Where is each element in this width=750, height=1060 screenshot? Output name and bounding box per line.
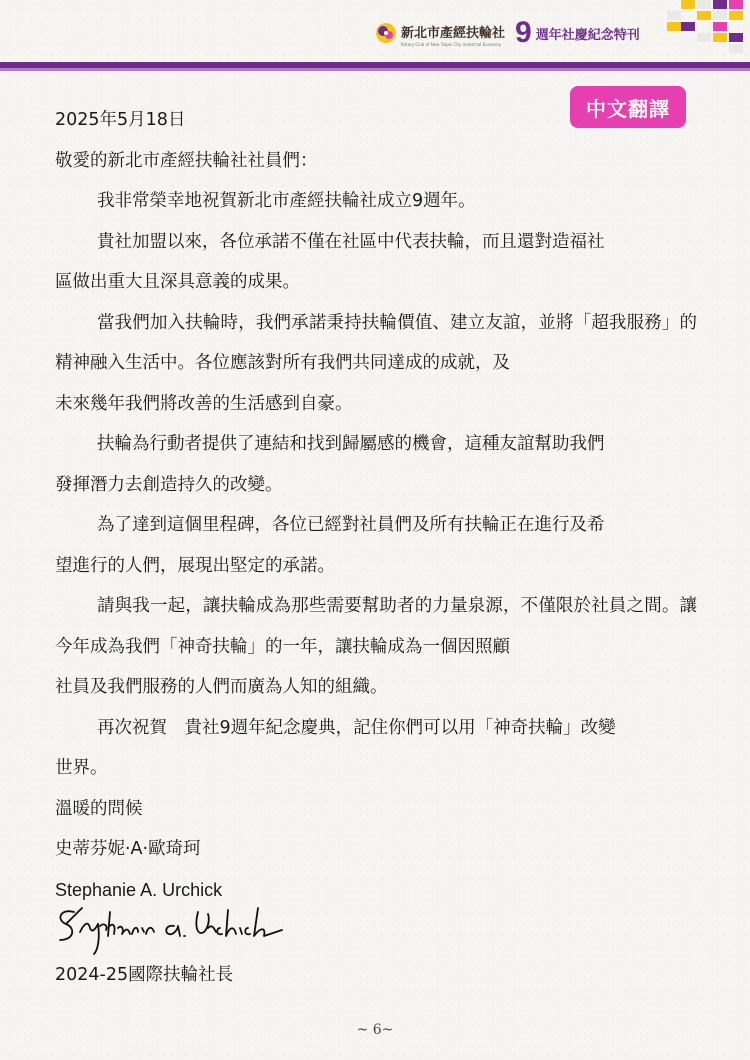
header-logo xyxy=(375,16,640,49)
signer-name-zh: 史蒂芬妮·A·歐琦珂 xyxy=(55,839,201,859)
club-emblem-icon xyxy=(375,22,397,44)
signer-title: 2024-25國際扶輪社長 xyxy=(55,965,234,985)
page-header xyxy=(0,0,750,72)
decorative-mosaic xyxy=(667,0,750,60)
anniversary-number: 9 xyxy=(515,16,532,49)
letter-body xyxy=(55,100,697,910)
header-rule-accent xyxy=(0,68,750,71)
org-name: 新北市產經扶輪社 xyxy=(401,25,506,41)
letter-salutation: 敬愛的新北市產經扶輪社社員們： xyxy=(55,150,318,171)
letter-paragraph: 貴社加盟以來，各位承諾不僅在社區中代表扶輪，而且還對造福社 區做出重大且深具意義的成果。 xyxy=(55,231,605,292)
letter-paragraph: 我非常榮幸地祝賀新北市產經扶輪社成立9週年。 xyxy=(97,191,476,211)
letter-date: 2025年5月18日 xyxy=(55,110,186,130)
org-name-en: Rotary Club of New Taipei City Industrial Economy xyxy=(401,42,502,47)
letter-paragraph: 當我們加入扶輪時，我們承諾秉持扶輪價值、建立友誼，並將「超我服務」的精神融入生活中。各位應該對所有我們共同達成的成就，及 未來幾年我們將改善的生活感到自豪。 xyxy=(55,312,697,414)
letter-paragraph: 扶輪為行動者提供了連結和找到歸屬感的機會，這種友誼幫助我們 發揮潛力去創造持久的改變。 xyxy=(55,434,605,495)
handwritten-signature xyxy=(52,898,302,958)
letter-closing: 溫暖的問候 xyxy=(55,798,143,819)
page-number: ~ 6~ xyxy=(356,1022,394,1038)
letter-paragraph: 為了達到這個里程碑，各位已經對社員們及所有扶輪正在進行及希 望進行的人們，展現出堅定的承諾。 xyxy=(55,515,605,576)
letter-paragraph: 再次祝賀 貴社9週年紀念慶典，記住你們可以用「神奇扶輪」改變 世界。 xyxy=(55,717,616,778)
anniversary-title: 週年社慶紀念特刊 xyxy=(535,27,640,43)
letter-paragraph: 請與我一起，讓扶輪成為那些需要幫助者的力量泉源，不僅限於社員之間。讓今年成為我們「神奇扶輪」的一年，讓扶輪成為一個因照顧 社員及我們服務的人們而廣為人知的組織。 xyxy=(55,596,697,697)
translation-badge: 中文翻譯 xyxy=(570,86,686,128)
signer-name-en: Stephanie A. Urchick xyxy=(55,879,223,900)
